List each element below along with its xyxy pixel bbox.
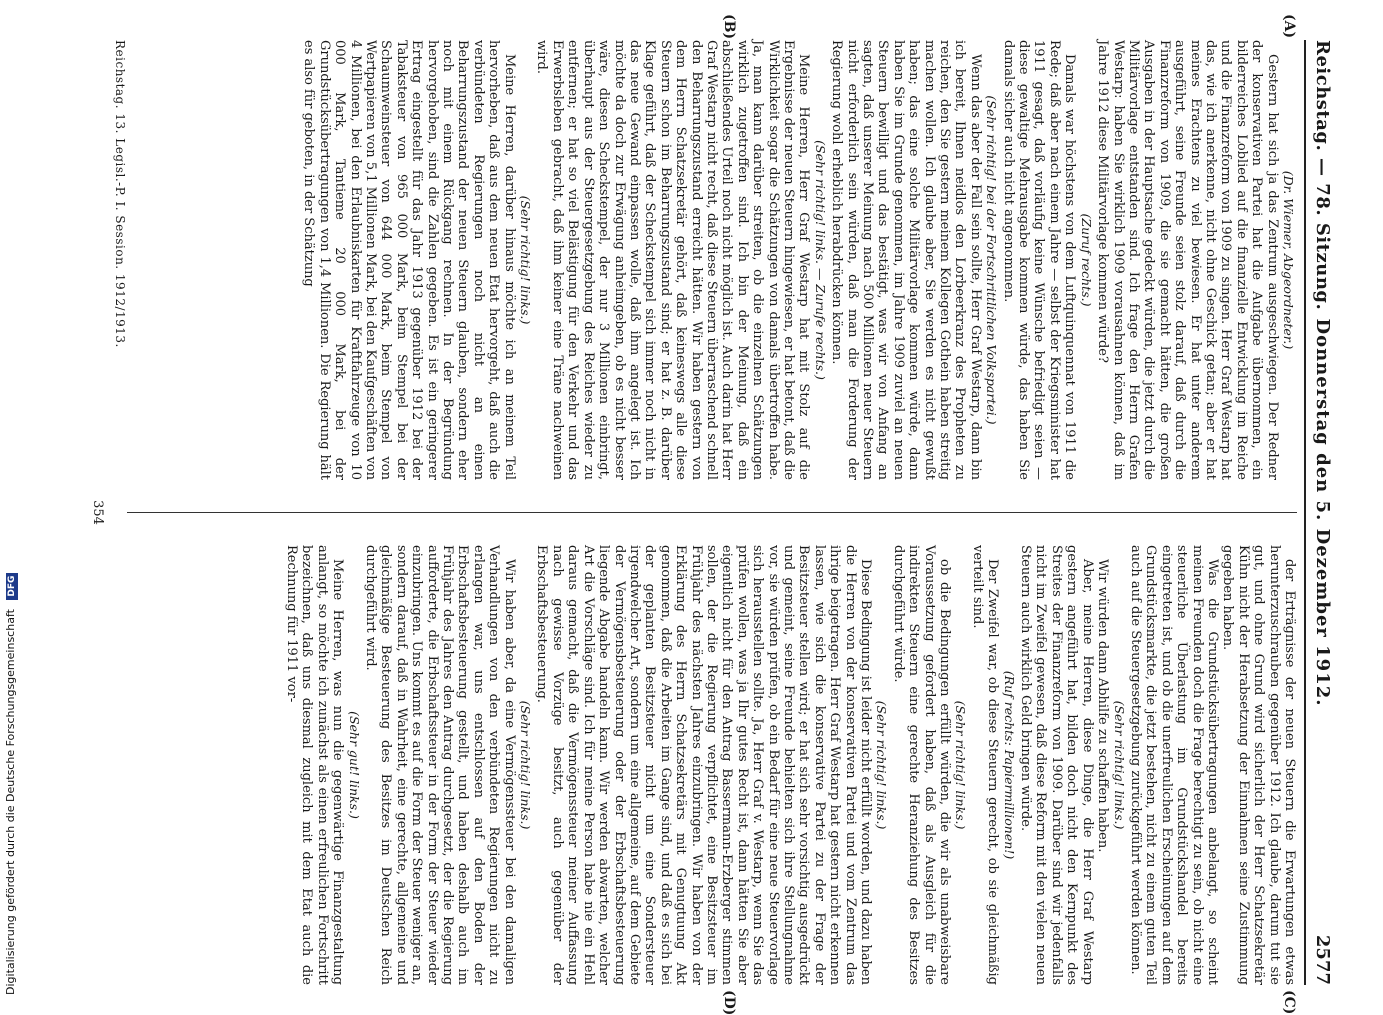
paragraph: Wir haben aber, da eine Vermögenssteuer bei den damaligen Verhandlungen von den verbündeten Regierungen nicht zu erlangen war, uns entschlossen auf den Boden der Erbschaftsbesteuerung gestellt, und haben deshalb auch im Frühjahr des Jahres den Antrag durchgesetzt, der die Regierung aufforderte, die Erbschaftssteuer in der Form der Steuer wieder einzubringen. Uns kommt es auf die Form der Steuer weniger an, sondern darauf, daß in Wahrheit, eine gerechte, allgemeine und gleichmäßige Besteuerung des Besitzes im Deutschen Reich durchgeführt wird. [363, 545, 517, 985]
paragraph: Aber, meine Herren, diese Dinge, die Herr Graf Westarp gestern angeführt hat, bilden doch nicht den Kernpunkt des Streites der Finanzreform von 1909. Darüber sind wir jedenfalls nicht im Zweifel gewesen, daß diese Reform mit den vielen neuen Steuern auch wirklich Geld bringen würde. [1018, 545, 1095, 985]
interjection: (Sehr richtig! links.) [953, 700, 969, 830]
column-divider [127, 512, 1297, 513]
session-footer: Reichstag. 13. Legisl.-P. I. Session. 1912/1913. [113, 40, 127, 348]
margin-marker-c: (C) [1281, 990, 1297, 1015]
interjection: (Sehr richtig! links.) [518, 700, 534, 830]
header-left: Reichstag. — 78. Sitzung. [1312, 40, 1333, 311]
right-column-paragraphs [284, 545, 1297, 985]
dfg-logo: DFG [6, 573, 18, 600]
header-date: Donnerstag den 5. Dezember 1912. [1312, 318, 1333, 707]
paragraph: Wir würden dann Abhilfe zu schaffen haben. [1095, 559, 1111, 853]
paragraph: der Erträgnisse der neuen Steuern die Erwartungen etwas herunterzuschrauben gegenüber 1912. Ich glaube, darum tut sie gut, und ohne Grund wird sicherlich der Herr Schatzsekretär Kühn nicht der Herabsetzung der Einnahmen seine Zustimmung gegeben haben. [1220, 545, 1297, 985]
digitization-credit [4, 573, 18, 995]
paragraph: Meine Herren, was nun die gegenwärtige Finanzgestaltung anlangt, so möchte ich zunächst als einen erfreulichen Fortschritt bezeichnen, daß uns diesmal zugleich mit dem Etat auch die Rechnung für 1911 vor- [284, 545, 346, 985]
footer-page-number: 354 [90, 500, 105, 525]
rotated-document-page [47, 14, 1337, 1015]
credit-text: Digitalisierung gefördert durch die Deutsche Forschungsgemeinschaft [4, 609, 17, 995]
header-page-number: 2577 [1312, 934, 1333, 985]
paragraph: Was die Grundstücksübertragungen anbelangt, so scheint meinen Freunden doch die Frage berechtigt zu sein, ob nicht eine steuerliche Überlastung im Grundstückshandel bereits eingetreten ist, und ob die unerfreulichen Erscheinungen auf dem Grundstücksmarkte, die jetzt bestehen, nicht zu einem guten Teil auch auf die Steuergesetzgebung zurückgeführt werden können. [1127, 545, 1220, 985]
interjection: (Zuruf rechts.) [1078, 213, 1094, 307]
interjection: (Sehr richtig! bei der Fortschrittlichen Volkspartei.) [984, 95, 1000, 425]
paragraph: ob die Bedingungen erfüllt würden, die wir als unabweisbare Voraussetzung gefordert haben, daß als Ausgleich für die indirekten Steuern eine gerechte Heranziehung des Besitzes durchgeführt würde. [890, 545, 953, 985]
speaker-note: (Dr. Wiemer, Abgeordneter.) [1281, 170, 1296, 350]
interjection: (Sehr richtig! links. — Zurufe rechts.) [812, 140, 828, 380]
margin-marker-a: (A) [1281, 14, 1297, 39]
interjection: (Sehr richtig! links.) [874, 700, 890, 830]
paragraph: Meine Herren, Herr Graf Westarp hat mit Stolz auf die Ergebnisse der neuen Steuern hingewiesen, er hat betont, daß die Wirklichkeit sogar die Schätzungen von damals übertroffen habe. Ja, man kann darüber streiten, ob die einzelnen Schätzungen wirklich zugetroffen sind. Ich bin der Meinung, daß ein abschließendes Urteil noch nicht möglich ist. Auch darin hat Herr Graf Westarp nicht recht, daß diese Steuern überraschend schnell den Beharrungszustand erreicht hätten. Wir haben gestern von dem Herrn Schatzsekretär gehört, daß keineswegs alle diese Steuern schon im Beharrungszustand sind; er hat z. B. darüber Klage geführt, daß der Scheckstempel sich immer noch nicht in das neue Gewand einpassen wolle, daß ihm angelegt ist. Ich möchte da doch zur Erwägung anheimgeben, ob es nicht besser wäre, diesen Scheckstempel, der nur 3 Millionen einbringt, überhaupt aus der Steuergesetzgebung des Reiches wieder zu entfernen; er hat so viel Belästigung für den Verkehr und das Erwerbsleben gebracht, daß ihm keiner eine Träne nachweinen wird. [534, 40, 812, 480]
page-header [1307, 40, 1337, 985]
paragraph: Wenn das aber der Fall sein sollte, Herr Graf Westarp, dann bin ich bereit, Ihnen neidlos den Lorbeerkranz des Propheten zu reichen, den Sie gestern meinem Kollegen Gothein haben streitig machen wollen. Ich glaube aber, Sie werden es nicht gewußt haben; das eine solche Militärvorlage kommen würde, dann haben Sie im Grunde genommen, im Jahre 1909 zuviel an neuen Steuern bewilligt und das bestätigt, was wir von Anfang an sagten, daß unserer Meinung nach 500 Millionen neuer Steuern nicht erforderlich sein würden, daß man die Forderung der Regierung wohl erheblich herabdrücken können. [829, 40, 983, 480]
margin-marker-d: (D) [721, 990, 737, 1015]
paragraph: Gestern hat sich ja das Zentrum ausgeschwiegen. Der Redner der konservativen Partei hat die Aufgabe übernommen, ein bilderreiches Loblied auf die finanzielle Entwicklung im Reiche und die Finanzreform von 1909 zu singen. Herr Graf Westarp hat das, wie ich anerkenne, nicht ohne Geschick getan; aber er hat meines Erachtens zu viel bewiesen. Er hat unter anderem ausgeführt, seine Freunde seien stolz darauf, daß durch die Finanzreform von 1909, die sie gemacht hätten, die großen Ausgaben in der Hauptsache gedeckt würden, die jetzt durch die Militärvorlage entstanden sind. Ich frage den Herrn Grafen Westarp: haben Sie wirklich 1909 vorausahnen können, daß im Jahre 1912 diese Militärvorlage kommen würde? [1095, 40, 1280, 480]
paragraph: Damals war höchstens von dem Luftquinquennat von 1911 die Rede; daß aber nach einem Jahre — selbst der Kriegsminister hat 1911 gesagt, daß vorläufig keine Wünsche befriedigt seien — diese gewaltige Mehrausgabe kommen würde, das haben Sie damals sicher auch nicht angenommen. [1000, 40, 1078, 480]
right-column [284, 545, 1297, 985]
interjection: (Sehr richtig! links.) [518, 195, 534, 325]
interjection: (Sehr richtig! links.) [1111, 700, 1127, 830]
paragraph: Meine Herren, darüber hinaus möchte ich an meinem Teil hervorheben, daß aus dem neuen Etat hervorgeht, daß auch die verbündeten Regierungen noch nicht an einen Beharrungszustand der neuen Steuern glauben, sondern eher noch mit einem Rückgang rechnen. In der Begründung hervorgehoben, sind die Zahlen gegeben. Es ist ein geringerer Ertrag eingestellt für das Jahr 1913 gegenüber 1912 bei der Tabaksteuer von 965 000 Mark, beim Stempel bei der Schaumweinsteuer von 644 000 Mark, beim Stempel von Wertpapieren von 5,1 Millionen Mark, bei den Kaufgeschäften von 4 Millionen, bei den Erlaubniskarten für Kraftfahrzeuge von 10 000 Mark, Tantieme 20 000 Mark, bei der Grundstücksübertragungen von 1,4 Millionen. Die Regierung hält es also für geboten, in der Schätzung [301, 40, 517, 480]
paragraph: Der Zweifel war, ob diese Steuern gerecht, ob sie gleichmäßig verteilt sind. [969, 545, 1001, 985]
margin-marker-b: (B) [721, 14, 737, 40]
left-column-paragraphs [301, 40, 1280, 480]
left-column [301, 40, 1297, 480]
header-rule [1304, 40, 1306, 985]
interjection: (Ruf rechts: Papiermillionen!) [1001, 670, 1017, 860]
paragraph: Diese Bedingung ist leider nicht erfüllt worden, und dazu haben die Herren von der konservativen Partei und vom Zentrum das ihrige beigetragen. Herr Graf Westarp hat gestern nicht erkennen lassen, wie sich die konservative Partei zu der Frage der Besitzsteuer stellen wird; er hat sich sehr vorsichtig ausgedrückt und gemeint, seine Freunde behielten sich ihre Stellungnahme vor, sie würden prüfen, ob ein Bedarf für eine neue Steuervorlage sich herausstellen sollte. Ja, Herr Graf v. Westarp, wenn Sie das prüfen wollen, was ja Ihr gutes Recht ist, dann hätten Sie aber eigentlich nicht für den Antrag Bassermann-Erzberger stimmen sollen, der die Regierung verpflichtet, eine Besitzsteuer im Frühjahr des nächsten Jahres einzubringen. Wir haben von der Erklärung des Herrn Schatzsekretärs mit Genugtuung Akt genommen, daß die Arbeiten im Gange sind, und daß es sich bei der geplanten Besitzsteuer nicht um eine Sondersteuer irgendwelcher Art, sondern um eine allgemeine, auf dem Gebiete der Vermögensbesteuerung oder der Erbschaftsbesteuerung liegende Abgabe handeln kann. Wir werden abwarten, welcher Art die Vorschläge sind. Ich für meine Person habe nie ein Hehl daraus gemacht, daß die Vermögenssteuer meiner Auffassung nach gewisse Vorzüge besitzt, auch gegenüber der Erbschaftsbesteuerung. [534, 545, 874, 985]
interjection: (Sehr gut! links.) [346, 711, 362, 819]
